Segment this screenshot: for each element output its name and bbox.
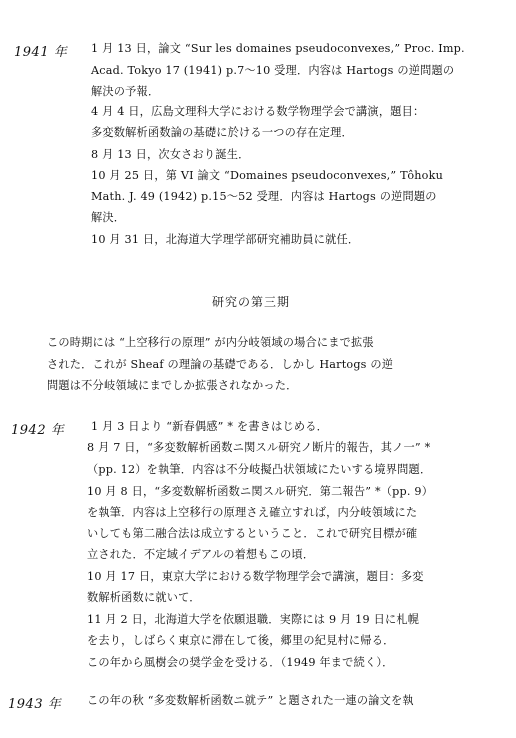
text-line: Math. J. 49 (1942) p.15～52 受理．内容は Hartogs の逆問題の bbox=[91, 190, 437, 203]
text-line: いしても第二融合法は成立するということ．これで研究目標が確 bbox=[87, 527, 418, 540]
text-line: を去り，しばらく東京に滞在して後，郷里の紀見村に帰る． bbox=[87, 634, 395, 647]
text-line: Acad. Tokyo 17 (1941) p.7～10 受理．内容は Hartogs の逆問題の bbox=[91, 64, 455, 77]
text-line: この年の秋 “多変数解析函数ニ就テ” と題された一連の論文を執 bbox=[87, 694, 414, 707]
text-line: 1 月 3 日より “新春偶感” * を書きはじめる． bbox=[91, 420, 329, 433]
text-line: 10 月 25 日，第 VI 論文 “Domaines pseudoconvexes,” Tôhoku bbox=[91, 169, 444, 182]
text-line: 解決の予報． bbox=[91, 85, 160, 98]
text-line: 立された．不定域イデアルの着想もこの頃． bbox=[87, 548, 315, 561]
text-line: 8 月 7 日，“多変数解析函数ニ関スル研究ノ断片的報告，其ノ一” * bbox=[87, 441, 431, 454]
year-label-1942: 1942 年 bbox=[11, 423, 65, 438]
text-line: 4 月 4 日，広島文理科大学における数学物理学会で講演，題目： bbox=[91, 105, 425, 118]
year-label-1941: 1941 年 bbox=[14, 45, 68, 60]
text-line: 10 月 17 日，東京大学における数学物理学会で講演，題目：多変 bbox=[87, 570, 424, 583]
text-line: この年から風樹会の奨学金を受ける．（1949 年まで続く）． bbox=[87, 656, 394, 669]
text-line: 10 月 8 日，“多変数解析函数ニ関スル研究．第二報告” *（pp. 9） bbox=[87, 485, 434, 498]
text-line: 8 月 13 日，次女さおり誕生． bbox=[91, 148, 250, 161]
text-line: 11 月 2 日，北海道大学を依願退職．実際には 9 月 19 日に札幌 bbox=[87, 613, 420, 626]
text-line: を執筆．内容は上空移行の原理さえ確立すれば，内分岐領域にた bbox=[87, 506, 418, 519]
section-heading: 研究の第三期 bbox=[212, 295, 291, 309]
year-label-1943: 1943 年 bbox=[8, 697, 62, 712]
text-line: この時期には “上空移行の原理” が内分岐領域の場合にまで拡張 bbox=[47, 336, 374, 349]
text-line: 1 月 13 日，論文 “Sur les domaines pseudoconvexes,” Proc. Imp. bbox=[91, 42, 465, 55]
text-line: 数解析函数に就いて． bbox=[87, 591, 201, 604]
text-line: 多変数解析函数論の基礎に於ける一つの存在定理． bbox=[91, 126, 353, 139]
text-line: 解決． bbox=[91, 211, 126, 224]
text-line: 10 月 31 日，北海道大学理学部研究補助員に就任． bbox=[91, 233, 360, 246]
text-line: 問題は不分岐領域にまでしか拡張されなかった． bbox=[47, 379, 298, 392]
text-line: された．これが Sheaf の理論の基礎である．しかし Hartogs の逆 bbox=[47, 358, 394, 371]
text-line: （pp. 12）を執筆．内容は不分岐擬凸状領域にたいする境界問題． bbox=[87, 463, 432, 476]
